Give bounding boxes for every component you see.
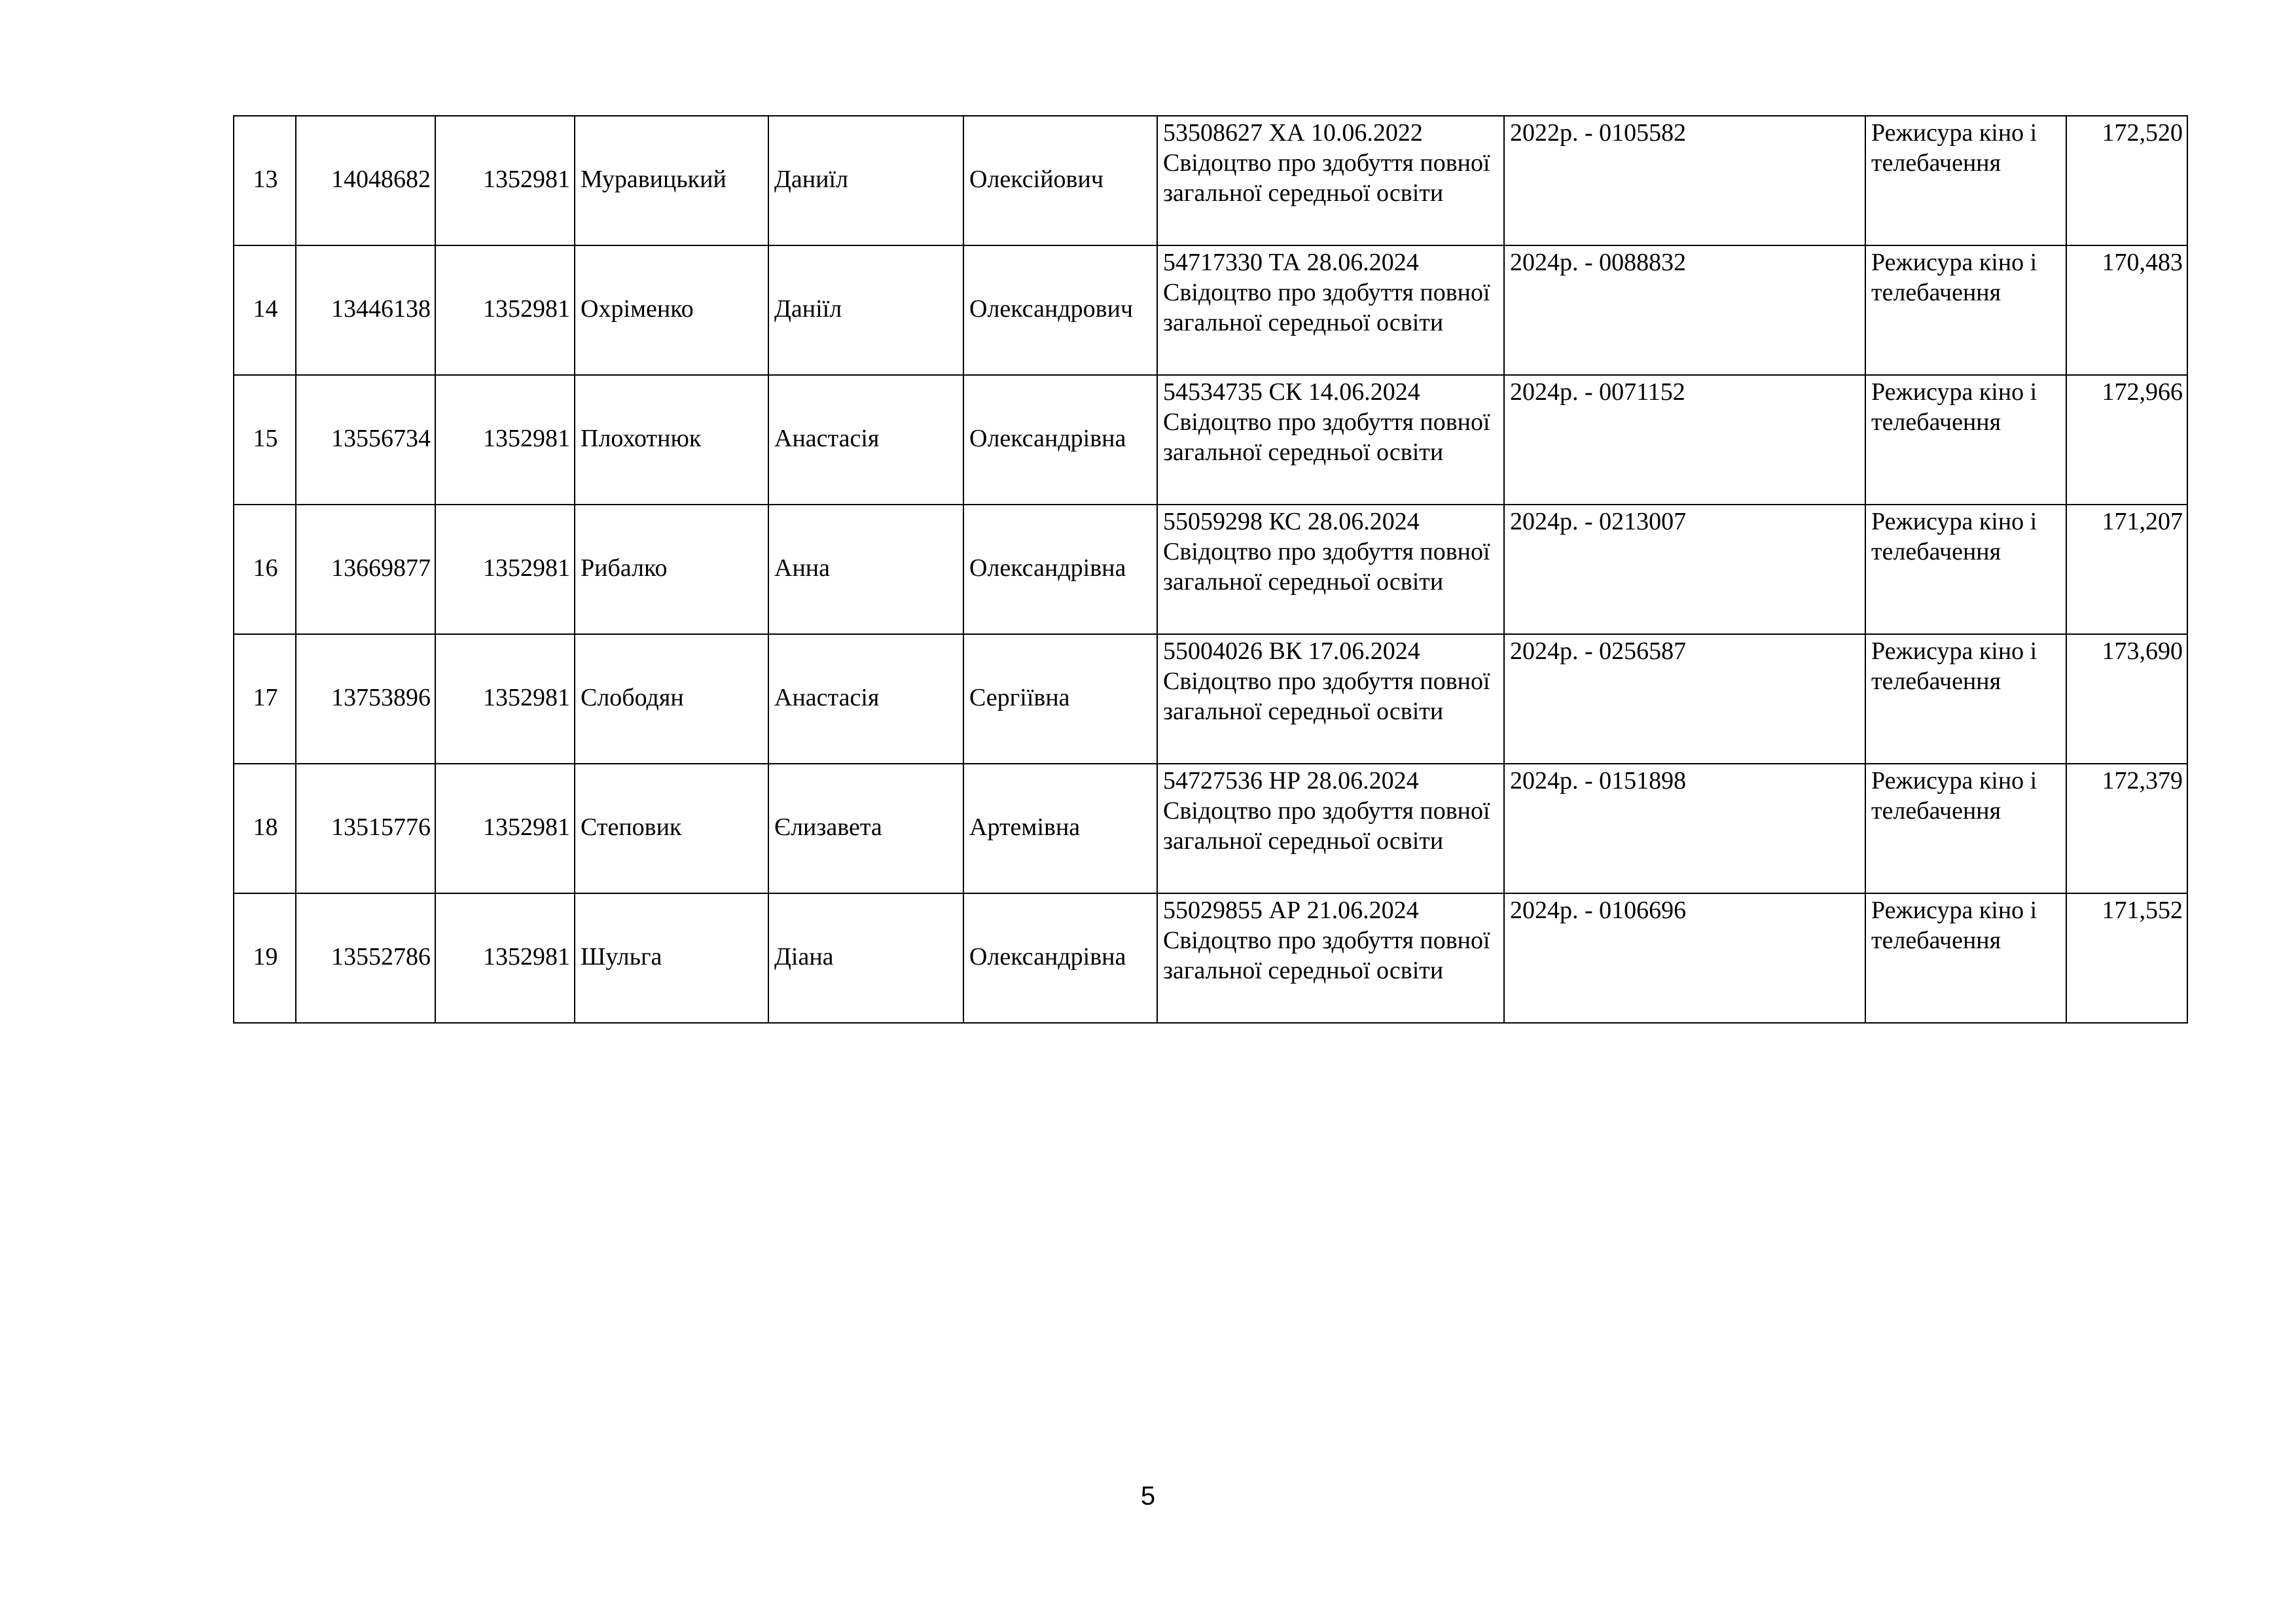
row-number: 18: [234, 764, 296, 893]
applicant-id: 13446138: [296, 245, 435, 375]
applicants-table: [233, 115, 2188, 1024]
program-cell: Режисура кіно і телебачення: [1865, 375, 2066, 505]
program-cell: Режисура кіно і телебачення: [1865, 245, 2066, 375]
row-number: 14: [234, 245, 296, 375]
row-number: 15: [234, 375, 296, 505]
surname-cell: Рибалко: [575, 505, 768, 634]
first-name-cell: Єлизавета: [768, 764, 963, 893]
patronymic-cell: Сергіївна: [963, 634, 1157, 764]
table-body: [234, 116, 2187, 1023]
patronymic-cell: Олександрівна: [963, 375, 1157, 505]
first-name-cell: Анастасія: [768, 375, 963, 505]
document-number: 54727536 НР 28.06.2024: [1163, 767, 1419, 794]
test-certificate-cell: 2022р. - 0105582: [1504, 116, 1865, 245]
document-number: 54717330 ТА 28.06.2024: [1163, 249, 1419, 276]
education-document-cell: [1157, 634, 1504, 764]
surname-cell: Слободян: [575, 634, 768, 764]
document-type: Свідоцтво про здобуття повної загальної середньої освіти: [1163, 149, 1490, 207]
education-document-cell: [1157, 893, 1504, 1023]
first-name-cell: Діана: [768, 893, 963, 1023]
program-cell: Режисура кіно і телебачення: [1865, 764, 2066, 893]
document-type: Свідоцтво про здобуття повної загальної середньої освіти: [1163, 538, 1490, 596]
test-certificate-cell: 2024р. - 0106696: [1504, 893, 1865, 1023]
offer-id: 1352981: [435, 634, 575, 764]
page-number: 5: [1140, 1482, 1156, 1510]
program-cell: Режисура кіно і телебачення: [1865, 893, 2066, 1023]
patronymic-cell: Артемівна: [963, 764, 1157, 893]
applicant-id: 13552786: [296, 893, 435, 1023]
table-row: [234, 764, 2187, 893]
program-cell: Режисура кіно і телебачення: [1865, 634, 2066, 764]
surname-cell: Муравицький: [575, 116, 768, 245]
document-number: 53508627 ХА 10.06.2022: [1163, 119, 1423, 147]
test-certificate-cell: 2024р. - 0151898: [1504, 764, 1865, 893]
surname-cell: Охріменко: [575, 245, 768, 375]
program-cell: Режисура кіно і телебачення: [1865, 116, 2066, 245]
applicant-id: 13515776: [296, 764, 435, 893]
document-type: Свідоцтво про здобуття повної загальної середньої освіти: [1163, 279, 1490, 336]
patronymic-cell: Олександрович: [963, 245, 1157, 375]
table-row: [234, 505, 2187, 634]
offer-id: 1352981: [435, 245, 575, 375]
row-number: 16: [234, 505, 296, 634]
offer-id: 1352981: [435, 893, 575, 1023]
table-row: [234, 375, 2187, 505]
table-row: [234, 245, 2187, 375]
table-row: [234, 116, 2187, 245]
score-cell: 171,207: [2066, 505, 2187, 634]
applicant-id: 13556734: [296, 375, 435, 505]
first-name-cell: Анастасія: [768, 634, 963, 764]
education-document-cell: [1157, 375, 1504, 505]
patronymic-cell: Олександрівна: [963, 505, 1157, 634]
test-certificate-cell: 2024р. - 0088832: [1504, 245, 1865, 375]
table-row: [234, 634, 2187, 764]
document-number: 54534735 СК 14.06.2024: [1163, 378, 1420, 406]
offer-id: 1352981: [435, 764, 575, 893]
row-number: 19: [234, 893, 296, 1023]
first-name-cell: Даніїл: [768, 245, 963, 375]
document-type: Свідоцтво про здобуття повної загальної середньої освіти: [1163, 408, 1490, 466]
education-document-cell: [1157, 245, 1504, 375]
patronymic-cell: Олексійович: [963, 116, 1157, 245]
document-type: Свідоцтво про здобуття повної загальної середньої освіти: [1163, 668, 1490, 725]
score-cell: 172,966: [2066, 375, 2187, 505]
test-certificate-cell: 2024р. - 0213007: [1504, 505, 1865, 634]
first-name-cell: Даниїл: [768, 116, 963, 245]
program-cell: Режисура кіно і телебачення: [1865, 505, 2066, 634]
row-number: 17: [234, 634, 296, 764]
test-certificate-cell: 2024р. - 0256587: [1504, 634, 1865, 764]
document-type: Свідоцтво про здобуття повної загальної середньої освіти: [1163, 927, 1490, 984]
education-document-cell: [1157, 116, 1504, 245]
score-cell: 171,552: [2066, 893, 2187, 1023]
education-document-cell: [1157, 764, 1504, 893]
applicant-id: 14048682: [296, 116, 435, 245]
score-cell: 172,379: [2066, 764, 2187, 893]
surname-cell: Степовик: [575, 764, 768, 893]
document-number: 55004026 ВК 17.06.2024: [1163, 637, 1420, 665]
test-certificate-cell: 2024р. - 0071152: [1504, 375, 1865, 505]
first-name-cell: Анна: [768, 505, 963, 634]
document-number: 55029855 АР 21.06.2024: [1163, 897, 1419, 924]
document-type: Свідоцтво про здобуття повної загальної середньої освіти: [1163, 797, 1490, 855]
offer-id: 1352981: [435, 505, 575, 634]
offer-id: 1352981: [435, 116, 575, 245]
education-document-cell: [1157, 505, 1504, 634]
applicant-id: 13753896: [296, 634, 435, 764]
document-number: 55059298 КС 28.06.2024: [1163, 508, 1420, 535]
applicant-id: 13669877: [296, 505, 435, 634]
row-number: 13: [234, 116, 296, 245]
score-cell: 173,690: [2066, 634, 2187, 764]
table-row: [234, 893, 2187, 1023]
surname-cell: Шульга: [575, 893, 768, 1023]
patronymic-cell: Олександрівна: [963, 893, 1157, 1023]
score-cell: 170,483: [2066, 245, 2187, 375]
score-cell: 172,520: [2066, 116, 2187, 245]
surname-cell: Плохотнюк: [575, 375, 768, 505]
offer-id: 1352981: [435, 375, 575, 505]
